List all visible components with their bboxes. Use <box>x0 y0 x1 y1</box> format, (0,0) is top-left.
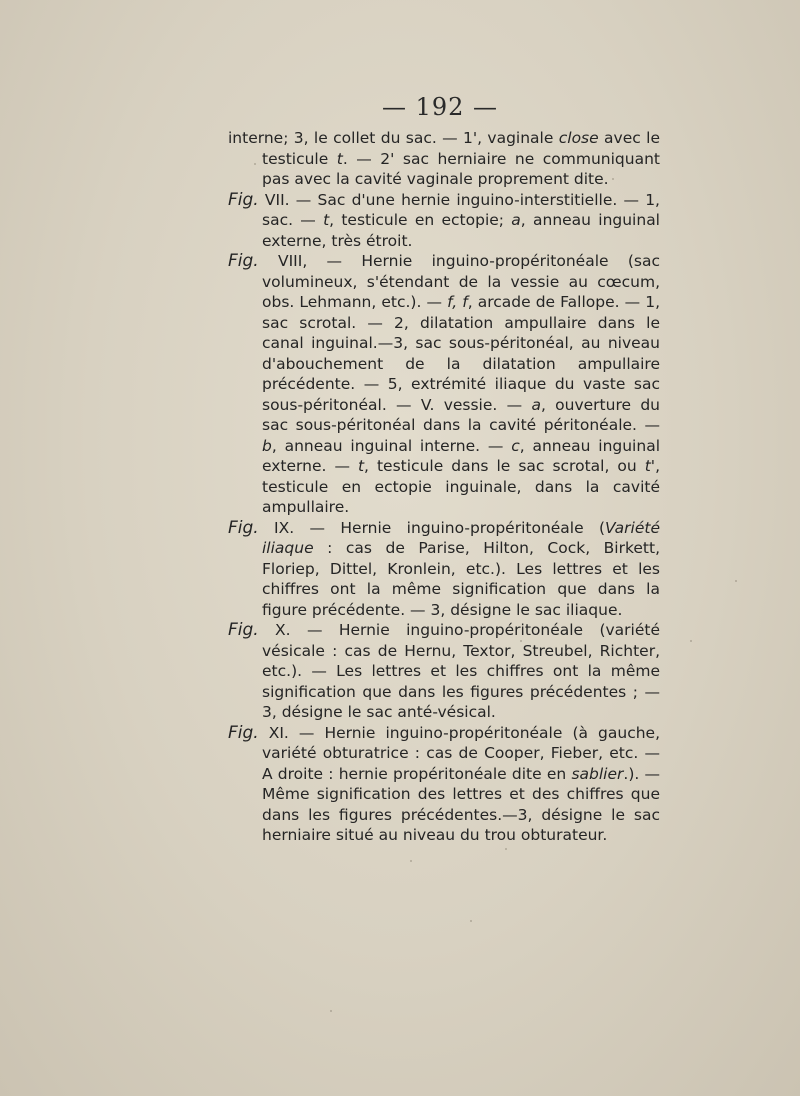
italic-run: close <box>558 129 599 147</box>
text-run: IX. — Hernie inguino-propéritonéale ( <box>258 518 606 537</box>
text-run: , anneau inguinal externe, très étroit. <box>262 211 660 250</box>
legend-paragraph <box>228 620 660 723</box>
text-run: , arcade de Fallope. — 1, sac scrotal. — 2, dilatation ampullaire dans le canal inguinal.—3, sac sous-péritonéal, au niveau d'abouchement de la dilatation ampullaire précédente. — 5, extrémité iliaque du vaste sac sous-péritonéal. — V. vessie. — <box>262 293 661 414</box>
text-run: .). — Même signification des lettres et des chiffres que dans les figures précédentes.—3, désigne le sac herniaire situé au niveau du trou obturateur. <box>262 764 660 844</box>
italic-run: Variété iliaque <box>262 518 660 557</box>
italic-run: t <box>357 457 365 475</box>
page-number: — 192 — <box>381 93 499 121</box>
italic-run: t <box>336 149 343 168</box>
italic-run: f, f <box>447 293 468 311</box>
legend-paragraph <box>228 251 660 518</box>
text-run: , testicule dans le sac scrotal, ou <box>364 457 645 475</box>
italic-run: t' <box>644 457 656 475</box>
text-run: XI. — Hernie inguino-propéritonéale (à gauche, variété obturatrice : cas de Cooper, Fieber, etc. — A droite : hernie propéritonéale dite en <box>258 723 660 783</box>
legend-paragraph <box>228 723 660 846</box>
figure-label: Fig. <box>228 251 259 271</box>
figure-label: Fig. <box>228 620 259 640</box>
italic-run: sablier <box>571 764 624 783</box>
italic-run: t <box>323 211 330 229</box>
figure-legend-text <box>228 128 660 846</box>
text-run: VII. — Sac d'une hernie inguino-interstitielle. — 1, sac. — <box>258 190 660 229</box>
figure-label: Fig. <box>228 517 259 538</box>
text-run: , anneau inguinal interne. — <box>271 436 512 455</box>
text-run: avec le testicule <box>262 129 660 168</box>
text-run: VIII, — Hernie inguino-propéritonéale (sac volumineux, s'étendant de la vessie au cœcum, obs. Lehmann, etc.). — <box>258 252 660 311</box>
text-run: interne; 3, le collet du sac. — 1', vaginale <box>228 129 559 147</box>
figure-label: Fig. <box>228 189 259 210</box>
figure-label: Fig. <box>228 722 259 743</box>
italic-run: c <box>511 436 520 455</box>
legend-paragraph <box>228 518 660 621</box>
italic-run: b <box>262 436 272 455</box>
legend-paragraph <box>228 128 660 190</box>
legend-paragraph <box>228 190 660 252</box>
text-run: , ouverture du sac sous-péritonéal dans la cavité péritonéale. — <box>262 395 660 434</box>
text-run: : cas de Parise, Hilton, Cock, Birkett, Floriep, Dittel, Kronlein, etc.). Les lettres et les chiffres ont la même signification que dans la figure précédente. — 3, désigne le sac iliaque. <box>262 539 660 619</box>
text-run: X. — Hernie inguino-propéritonéale (variété vésicale : cas de Hernu, Textor, Streubel, Richter, etc.). — Les lettres et les chiffres ont la même signification que dans les figures précédentes ; — 3, désigne le sac anté-vésical. <box>258 621 660 721</box>
text-run: . — 2' sac herniaire ne communiquant pas avec la cavité vaginale proprement dite. <box>262 149 660 188</box>
italic-run: a <box>531 395 541 414</box>
text-run: , anneau inguinal externe. — <box>262 436 660 475</box>
text-run: , testicule en ectopie; <box>329 211 512 229</box>
italic-run: a <box>511 211 521 229</box>
text-run: , testicule en ectopie inguinale, dans la cavité ampullaire. <box>262 457 660 516</box>
